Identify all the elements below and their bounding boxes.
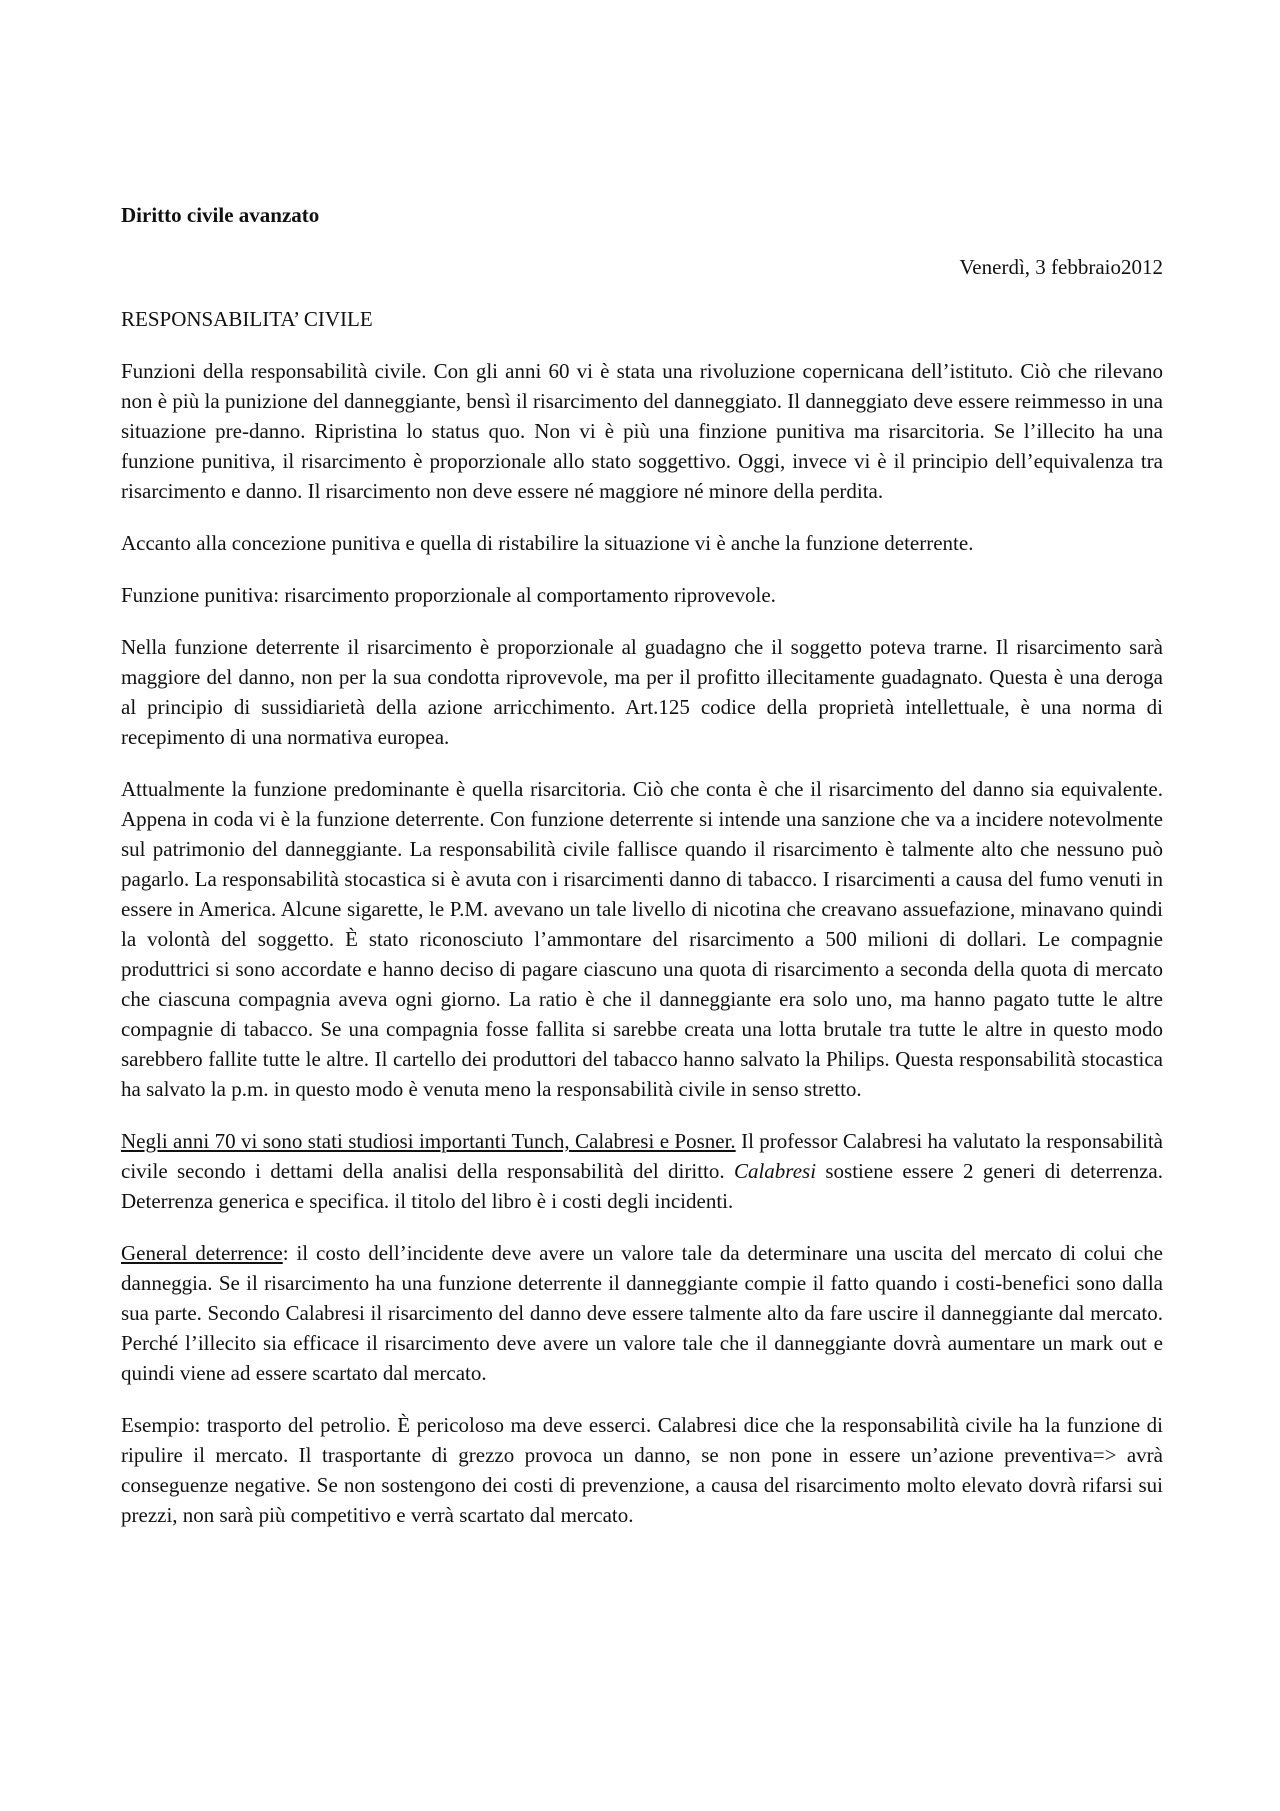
paragraph-current-function: Attualmente la funzione predominante è quella risarcitoria. Ciò che conta è che il risarcimento del danno sia equivalente. Appena in coda vi è la funzione deterrente. Con funzione deterrente si intende una sanzione che va a incidere notevolmente sul patrimonio del danneggiante. La responsabilità civile fallisce quando il risarcimento è talmente alto che nessuno può pagarlo. La responsabilità stocastica si è avuta con i risarcimenti danno di tabacco. I risarcimenti a causa del fumo venuti in essere in America. Alcune sigarette, le P.M. avevano un tale livello di nicotina che creavano assuefazione, minavano quindi la volontà del soggetto. È stato riconosciuto l’ammontare del risarcimento a 500 milioni di dollari. Le compagnie produttrici si sono accordate e hanno deciso di pagare ciascuno una quota di risarcimento a seconda della quota di mercato che ciascuna compagnia aveva ogni giorno. La ratio è che il danneggiante era solo uno, ma hanno pagato tutte le altre compagnie di tabacco. Se una compagnia fosse fallita si sarebbe creata una lotta brutale tra tutte le altre in questo modo sarebbero fallite tutte le altre. Il cartello dei produttori del tabacco hanno salvato la Philips. Questa responsabilità stocastica ha salvato la p.m. in questo modo è venuta meno la responsabilità civile in senso stretto. [121, 777, 1163, 1101]
paragraph-deterrent-intro: Accanto alla concezione punitiva e quella di ristabilire la situazione vi è anche la funzione deterrente. [121, 531, 974, 555]
scholars-text-b: sostiene essere 2 generi di deterrenza. Deterrenza generica e specifica. il titolo del libro è i costi degli incidenti. [121, 1159, 1163, 1213]
underlined-scholars-sentence: Negli anni 70 vi sono stati studiosi importanti Tunch, Calabresi e Posner. [121, 1129, 736, 1153]
paragraph-punitive-function: Funzione punitiva: risarcimento proporzionale al comportamento riprovevole. [121, 583, 776, 607]
underlined-general-deterrence: General deterrence [121, 1241, 283, 1265]
paragraph-example-oil: Esempio: trasporto del petrolio. È pericoloso ma deve esserci. Calabresi dice che la responsabilità civile ha la funzione di ripulire il mercato. Il trasportante di grezzo provoca un danno, se non pone in essere un’azione preventiva=> avrà conseguenze negative. Se non sostengono dei costi di prevenzione, a causa del risarcimento molto elevato dovrà rifarsi sui prezzi, non sarà più competitivo e verrà scartato dal mercato. [121, 1413, 1163, 1527]
paragraph-functions: Funzioni della responsabilità civile. Con gli anni 60 vi è stata una rivoluzione copernicana dell’istituto. Ciò che rilevano non è più la punizione del danneggiante, bensì il risarcimento del danneggiato. Il danneggiato deve essere reimmesso in una situazione pre-danno. Ripristina lo status quo. Non vi è più una finzione punitiva ma risarcitoria. Se l’illecito ha una funzione punitiva, il risarcimento è proporzionale allo stato soggettivo. Oggi, invece vi è il principio dell’equivalenza tra risarcimento e danno. Il risarcimento non deve essere né maggiore né minore della perdita. [121, 359, 1163, 503]
paragraph-scholars [121, 1126, 1163, 1216]
document-date: Venerdì, 3 febbraio2012 [959, 255, 1163, 279]
document-title: Diritto civile avanzato [121, 203, 320, 227]
paragraph-general-deterrence [121, 1238, 1163, 1388]
general-deterrence-text: : il costo dell’incidente deve avere un valore tale da determinare una uscita del mercato di colui che danneggia. Se il risarcimento ha una funzione deterrente il danneggiante compie il fatto quando i costi-benefici sono dalla sua parte. Secondo Calabresi il risarcimento del danno deve essere talmente alto da fare uscire il danneggiante dal mercato. Perché l’illecito sia efficace il risarcimento deve avere un valore tale che il danneggiante dovrà aumentare un mark out e quindi viene ad essere scartato dal mercato. [121, 1241, 1163, 1385]
scholars-text-a: Il professor Calabresi ha valutato la responsabilità civile secondo i dettami della analisi della responsabilità del diritto. [121, 1129, 1164, 1183]
section-heading: RESPONSABILITA’ CIVILE [121, 307, 373, 331]
document-page [121, 200, 1163, 1552]
italic-calabresi: Calabresi [733, 1159, 817, 1183]
paragraph-deterrent-function: Nella funzione deterrente il risarcimento è proporzionale al guadagno che il soggetto poteva trarne. Il risarcimento sarà maggiore del danno, non per la sua condotta riprovevole, ma per il profitto illecitamente guadagnato. Questa è una deroga al principio di sussidiarietà della azione arricchimento. Art.125 codice della proprietà intellettuale, è una norma di recepimento di una normativa europea. [121, 635, 1163, 749]
